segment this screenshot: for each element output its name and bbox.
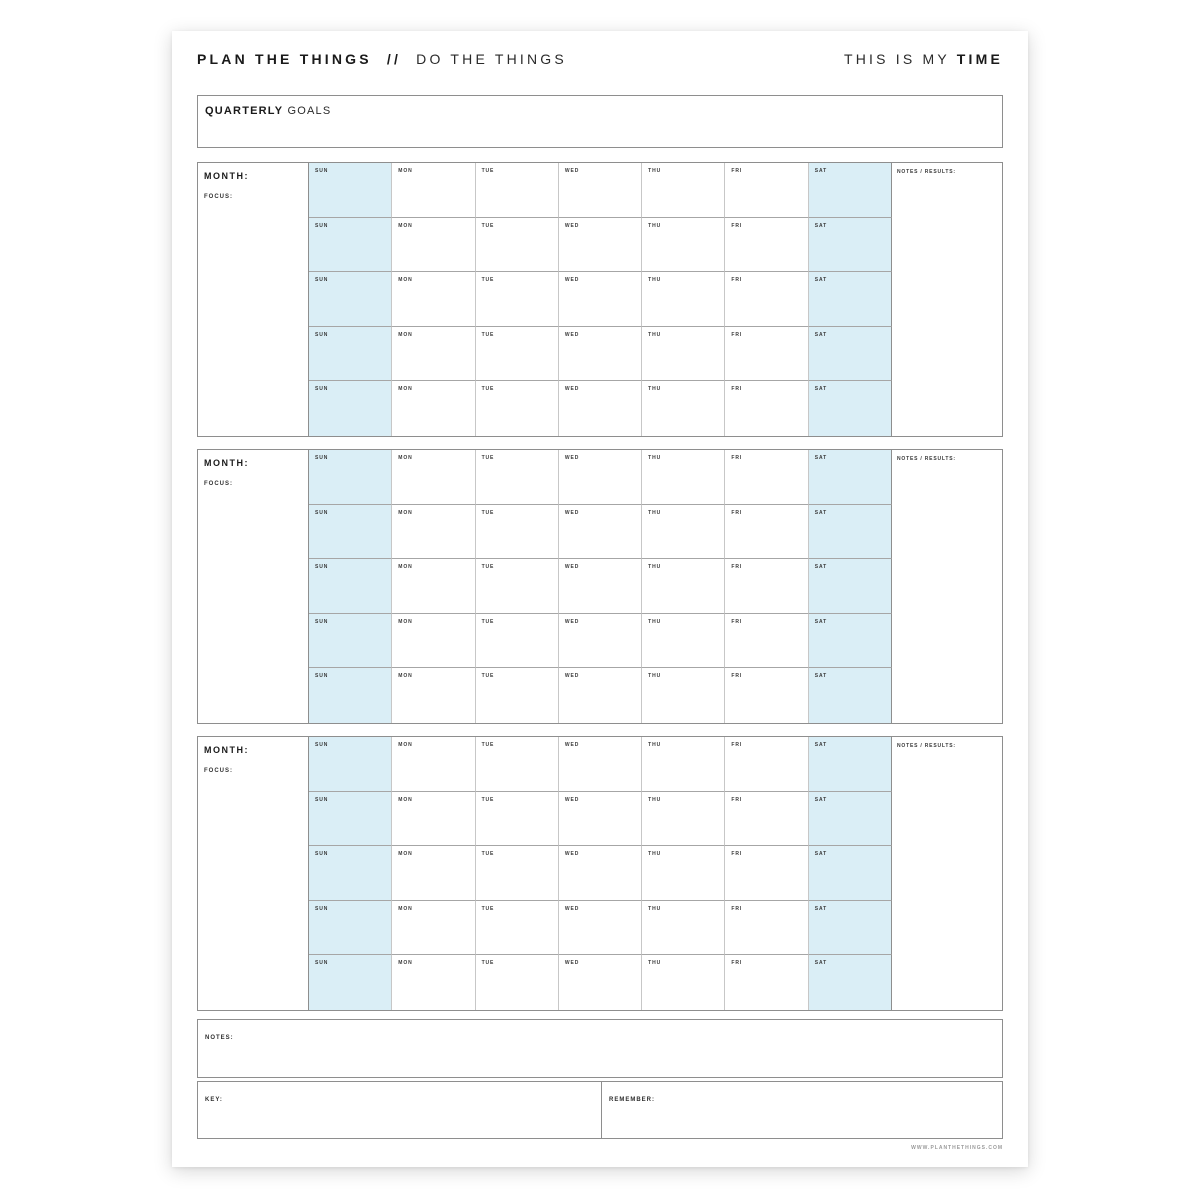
month-label: MONTH: [204, 745, 249, 755]
day-header-label: FRI [731, 851, 743, 858]
day-header-label: WED [564, 618, 580, 625]
day-header-label: MON [398, 742, 413, 748]
quarterly-goals-label-bold: QUARTERLY [205, 105, 284, 117]
day-header-label: WED [564, 905, 580, 912]
day-header-label: THU [648, 509, 662, 516]
quarterly-goals-label-light: GOALS [287, 105, 332, 117]
day-header-label: THU [648, 455, 662, 461]
day-header-label: WED [564, 455, 580, 461]
day-header-label: TUE [481, 742, 495, 748]
calendar-day-cell [809, 614, 892, 669]
calendar-day-cell [309, 792, 392, 847]
day-header-label: SUN [315, 905, 329, 912]
day-header-label: MON [398, 673, 413, 680]
calendar-day-cell [559, 381, 642, 436]
day-header-label: MON [398, 386, 413, 393]
calendar-day-cell [642, 218, 725, 273]
day-header-label: FRI [731, 331, 743, 338]
day-header-label: SUN [315, 851, 329, 858]
calendar-day-cell [725, 668, 808, 723]
calendar-day-cell [559, 327, 642, 382]
month-label-cell [198, 450, 309, 723]
day-header-label: THU [648, 851, 662, 858]
day-header-label: THU [648, 564, 662, 571]
month-section [197, 162, 1003, 437]
tagline-bold-text: TIME [956, 51, 1003, 67]
day-header-label: FRI [731, 905, 743, 912]
calendar-day-cell [559, 901, 642, 956]
calendar-day-cell [476, 381, 559, 436]
day-header-label: SUN [315, 618, 329, 625]
calendar-day-cell [309, 955, 392, 1010]
calendar-day-cell [725, 901, 808, 956]
notes-results-label: NOTES / RESULTS: [896, 169, 956, 175]
calendar-day-cell [392, 559, 475, 614]
day-header-label: FRI [731, 673, 743, 680]
calendar-day-cell [309, 668, 392, 723]
calendar-day-cell [392, 505, 475, 560]
website-url: WWW.PLANTHETHINGS.COM [911, 1145, 1003, 1151]
calendar-day-cell [809, 272, 892, 327]
day-header-label: TUE [481, 331, 495, 338]
day-header-label: SAT [814, 168, 828, 174]
calendar-day-cell [559, 737, 642, 792]
calendar-day-cell [476, 272, 559, 327]
day-header-label: WED [564, 331, 580, 338]
brand-bold-text: PLAN THE THINGS [197, 51, 372, 67]
calendar-day-cell [642, 163, 725, 218]
calendar-day-cell [809, 327, 892, 382]
day-header-label: SAT [814, 455, 828, 461]
calendar-day-cell [309, 218, 392, 273]
day-header-label: THU [648, 222, 662, 229]
day-header-label: SAT [814, 509, 828, 516]
day-header-label: TUE [481, 618, 495, 625]
calendar-day-cell [642, 614, 725, 669]
calendar-day-cell [476, 163, 559, 218]
day-header-label: MON [398, 796, 413, 803]
calendar-day-cell [809, 901, 892, 956]
notes-results-label: NOTES / RESULTS: [896, 743, 956, 749]
calendar-day-cell [642, 846, 725, 901]
calendar-day-cell [559, 272, 642, 327]
notes-results-label: NOTES / RESULTS: [896, 456, 956, 462]
calendar-day-cell [392, 327, 475, 382]
day-header-label: TUE [481, 222, 495, 229]
day-header-label: WED [564, 277, 580, 284]
calendar-day-cell [559, 450, 642, 505]
day-header-label: TUE [481, 905, 495, 912]
calendar-day-cell [476, 614, 559, 669]
calendar-day-cell [392, 668, 475, 723]
day-header-label: THU [648, 277, 662, 284]
calendar-day-cell [725, 218, 808, 273]
tagline-light-text: THIS IS MY [844, 51, 950, 67]
calendar-day-cell [559, 218, 642, 273]
day-header-label: MON [398, 222, 413, 229]
calendar-day-cell [392, 846, 475, 901]
calendar-day-cell [392, 955, 475, 1010]
day-header-label: SUN [315, 386, 329, 393]
day-header-label: SAT [814, 742, 828, 748]
day-header-label: WED [564, 168, 580, 174]
notes-box [197, 1019, 1003, 1078]
calendar-day-cell [476, 955, 559, 1010]
day-header-label: TUE [481, 564, 495, 571]
day-header-label: FRI [731, 564, 743, 571]
day-header-label: MON [398, 960, 413, 967]
key-cell [198, 1082, 601, 1138]
day-header-label: THU [648, 742, 662, 748]
day-header-label: THU [648, 331, 662, 338]
day-header-label: WED [564, 564, 580, 571]
day-header-label: SAT [814, 796, 828, 803]
day-header-label: WED [564, 742, 580, 748]
day-header-label: SAT [814, 851, 828, 858]
calendar-day-cell [809, 792, 892, 847]
calendar-day-cell [725, 614, 808, 669]
calendar-day-cell [809, 846, 892, 901]
day-header-label: MON [398, 564, 413, 571]
month-section [197, 736, 1003, 1011]
day-header-label: MON [398, 905, 413, 912]
brand-separator: // [386, 51, 402, 67]
day-header-label: SUN [315, 960, 329, 967]
brand-title [197, 51, 567, 67]
calendar-day-cell [809, 505, 892, 560]
day-header-label: SUN [315, 222, 329, 229]
calendar-day-cell [392, 381, 475, 436]
day-header-label: FRI [731, 455, 743, 461]
day-header-label: SAT [814, 673, 828, 680]
calendar-day-cell [809, 381, 892, 436]
month-label-cell [198, 737, 309, 1010]
calendar-day-cell [476, 846, 559, 901]
calendar-day-cell [809, 668, 892, 723]
calendar-day-cell [809, 450, 892, 505]
calendar-day-cell [309, 901, 392, 956]
day-header-label: THU [648, 796, 662, 803]
key-label: KEY: [205, 1097, 223, 1103]
key-remember-box [197, 1081, 1003, 1139]
quarterly-goals-box [197, 95, 1003, 148]
calendar-day-cell [476, 505, 559, 560]
calendar-day-cell [559, 614, 642, 669]
day-header-label: FRI [731, 168, 743, 174]
calendar-day-cell [725, 327, 808, 382]
calendar-day-cell [392, 450, 475, 505]
calendar-day-cell [309, 737, 392, 792]
calendar-day-cell [559, 846, 642, 901]
day-header-label: FRI [731, 796, 743, 803]
calendar-day-cell [392, 737, 475, 792]
day-header-label: FRI [731, 618, 743, 625]
calendar-day-cell [642, 737, 725, 792]
calendar-day-cell [476, 450, 559, 505]
day-header-label: WED [564, 673, 580, 680]
day-header-label: TUE [481, 277, 495, 284]
calendar-day-cell [309, 450, 392, 505]
day-header-label: SAT [814, 564, 828, 571]
months-container [197, 162, 1003, 1023]
calendar-day-cell [725, 381, 808, 436]
day-header-label: THU [648, 168, 662, 174]
calendar-day-cell [725, 450, 808, 505]
day-header-label: SAT [814, 222, 828, 229]
calendar-day-cell [642, 272, 725, 327]
calendar-day-cell [476, 901, 559, 956]
calendar-day-cell [642, 792, 725, 847]
focus-label: FOCUS: [204, 194, 233, 200]
calendar-day-cell [559, 559, 642, 614]
quarterly-goals-label [205, 105, 331, 117]
calendar-day-cell [725, 163, 808, 218]
day-header-label: WED [564, 222, 580, 229]
day-header-label: FRI [731, 509, 743, 516]
calendar-day-cell [392, 792, 475, 847]
day-header-label: SUN [315, 331, 329, 338]
day-header-label: MON [398, 851, 413, 858]
day-header-label: TUE [481, 386, 495, 393]
notes-results-cell [892, 737, 1002, 1010]
calendar-day-cell [392, 218, 475, 273]
calendar-day-cell [642, 955, 725, 1010]
day-header-label: THU [648, 618, 662, 625]
day-header-label: WED [564, 386, 580, 393]
calendar-day-cell [642, 559, 725, 614]
calendar-day-cell [559, 163, 642, 218]
day-header-label: SAT [814, 277, 828, 284]
calendar-day-cell [725, 955, 808, 1010]
day-header-label: TUE [481, 960, 495, 967]
calendar-day-cell [309, 614, 392, 669]
day-header-label: SUN [315, 168, 329, 174]
calendar-day-cell [476, 218, 559, 273]
header [197, 51, 1003, 73]
day-header-label: WED [564, 851, 580, 858]
day-header-label: TUE [481, 168, 495, 174]
day-header-label: SUN [315, 673, 329, 680]
day-header-label: TUE [481, 509, 495, 516]
day-header-label: TUE [481, 796, 495, 803]
day-header-label: MON [398, 509, 413, 516]
day-header-label: THU [648, 386, 662, 393]
calendar-day-cell [725, 559, 808, 614]
month-label: MONTH: [204, 171, 249, 181]
calendar-day-cell [725, 792, 808, 847]
focus-label: FOCUS: [204, 768, 233, 774]
remember-cell [601, 1082, 1002, 1138]
day-header-label: FRI [731, 222, 743, 229]
calendar-day-cell [809, 163, 892, 218]
calendar-day-cell [725, 272, 808, 327]
calendar-day-cell [476, 327, 559, 382]
day-header-label: SUN [315, 796, 329, 803]
day-header-label: SUN [315, 742, 329, 748]
calendar-day-cell [309, 559, 392, 614]
calendar-day-cell [392, 272, 475, 327]
planner-sheet [172, 31, 1028, 1167]
calendar-day-cell [309, 381, 392, 436]
calendar-day-cell [642, 901, 725, 956]
month-label-cell [198, 163, 309, 436]
day-header-label: SAT [814, 386, 828, 393]
day-header-label: MON [398, 331, 413, 338]
day-header-label: MON [398, 455, 413, 461]
day-header-label: WED [564, 960, 580, 967]
calendar-day-cell [309, 505, 392, 560]
calendar-day-cell [725, 737, 808, 792]
calendar-day-cell [559, 955, 642, 1010]
day-header-label: TUE [481, 673, 495, 680]
day-header-label: MON [398, 168, 413, 174]
day-header-label: TUE [481, 851, 495, 858]
calendar-day-cell [392, 163, 475, 218]
calendar-day-cell [476, 668, 559, 723]
day-header-label: SAT [814, 905, 828, 912]
day-header-label: MON [398, 277, 413, 284]
day-header-label: SAT [814, 960, 828, 967]
calendar-day-cell [309, 846, 392, 901]
day-header-label: WED [564, 509, 580, 516]
calendar-day-cell [392, 901, 475, 956]
month-label: MONTH: [204, 458, 249, 468]
day-header-label: SAT [814, 618, 828, 625]
calendar-day-cell [309, 272, 392, 327]
focus-label: FOCUS: [204, 481, 233, 487]
remember-label: REMEMBER: [609, 1097, 655, 1103]
calendar-day-cell [725, 505, 808, 560]
notes-results-cell [892, 163, 1002, 436]
day-header-label: FRI [731, 277, 743, 284]
day-header-label: SUN [315, 564, 329, 571]
calendar-day-cell [809, 955, 892, 1010]
day-header-label: THU [648, 673, 662, 680]
calendar-day-cell [642, 327, 725, 382]
calendar-day-cell [309, 327, 392, 382]
day-header-label: MON [398, 618, 413, 625]
day-header-label: THU [648, 905, 662, 912]
calendar-day-cell [642, 505, 725, 560]
calendar-day-cell [559, 505, 642, 560]
notes-results-cell [892, 450, 1002, 723]
month-section [197, 449, 1003, 724]
day-header-label: FRI [731, 742, 743, 748]
day-header-label: TUE [481, 455, 495, 461]
calendar-day-cell [559, 668, 642, 723]
calendar-day-cell [392, 614, 475, 669]
calendar-day-cell [809, 737, 892, 792]
day-header-label: WED [564, 796, 580, 803]
tagline [844, 51, 1003, 67]
day-header-label: SUN [315, 509, 329, 516]
calendar-day-cell [642, 668, 725, 723]
day-header-label: FRI [731, 960, 743, 967]
calendar-day-cell [642, 450, 725, 505]
calendar-day-cell [642, 381, 725, 436]
brand-light-text: DO THE THINGS [416, 51, 567, 67]
calendar-day-cell [476, 559, 559, 614]
calendar-day-cell [309, 163, 392, 218]
calendar-day-cell [809, 559, 892, 614]
calendar-day-cell [809, 218, 892, 273]
day-header-label: SAT [814, 331, 828, 338]
calendar-day-cell [559, 792, 642, 847]
day-header-label: FRI [731, 386, 743, 393]
calendar-day-cell [476, 737, 559, 792]
day-header-label: SUN [315, 455, 329, 461]
calendar-day-cell [476, 792, 559, 847]
notes-label: NOTES: [205, 1035, 234, 1041]
calendar-day-cell [725, 846, 808, 901]
day-header-label: SUN [315, 277, 329, 284]
day-header-label: THU [648, 960, 662, 967]
